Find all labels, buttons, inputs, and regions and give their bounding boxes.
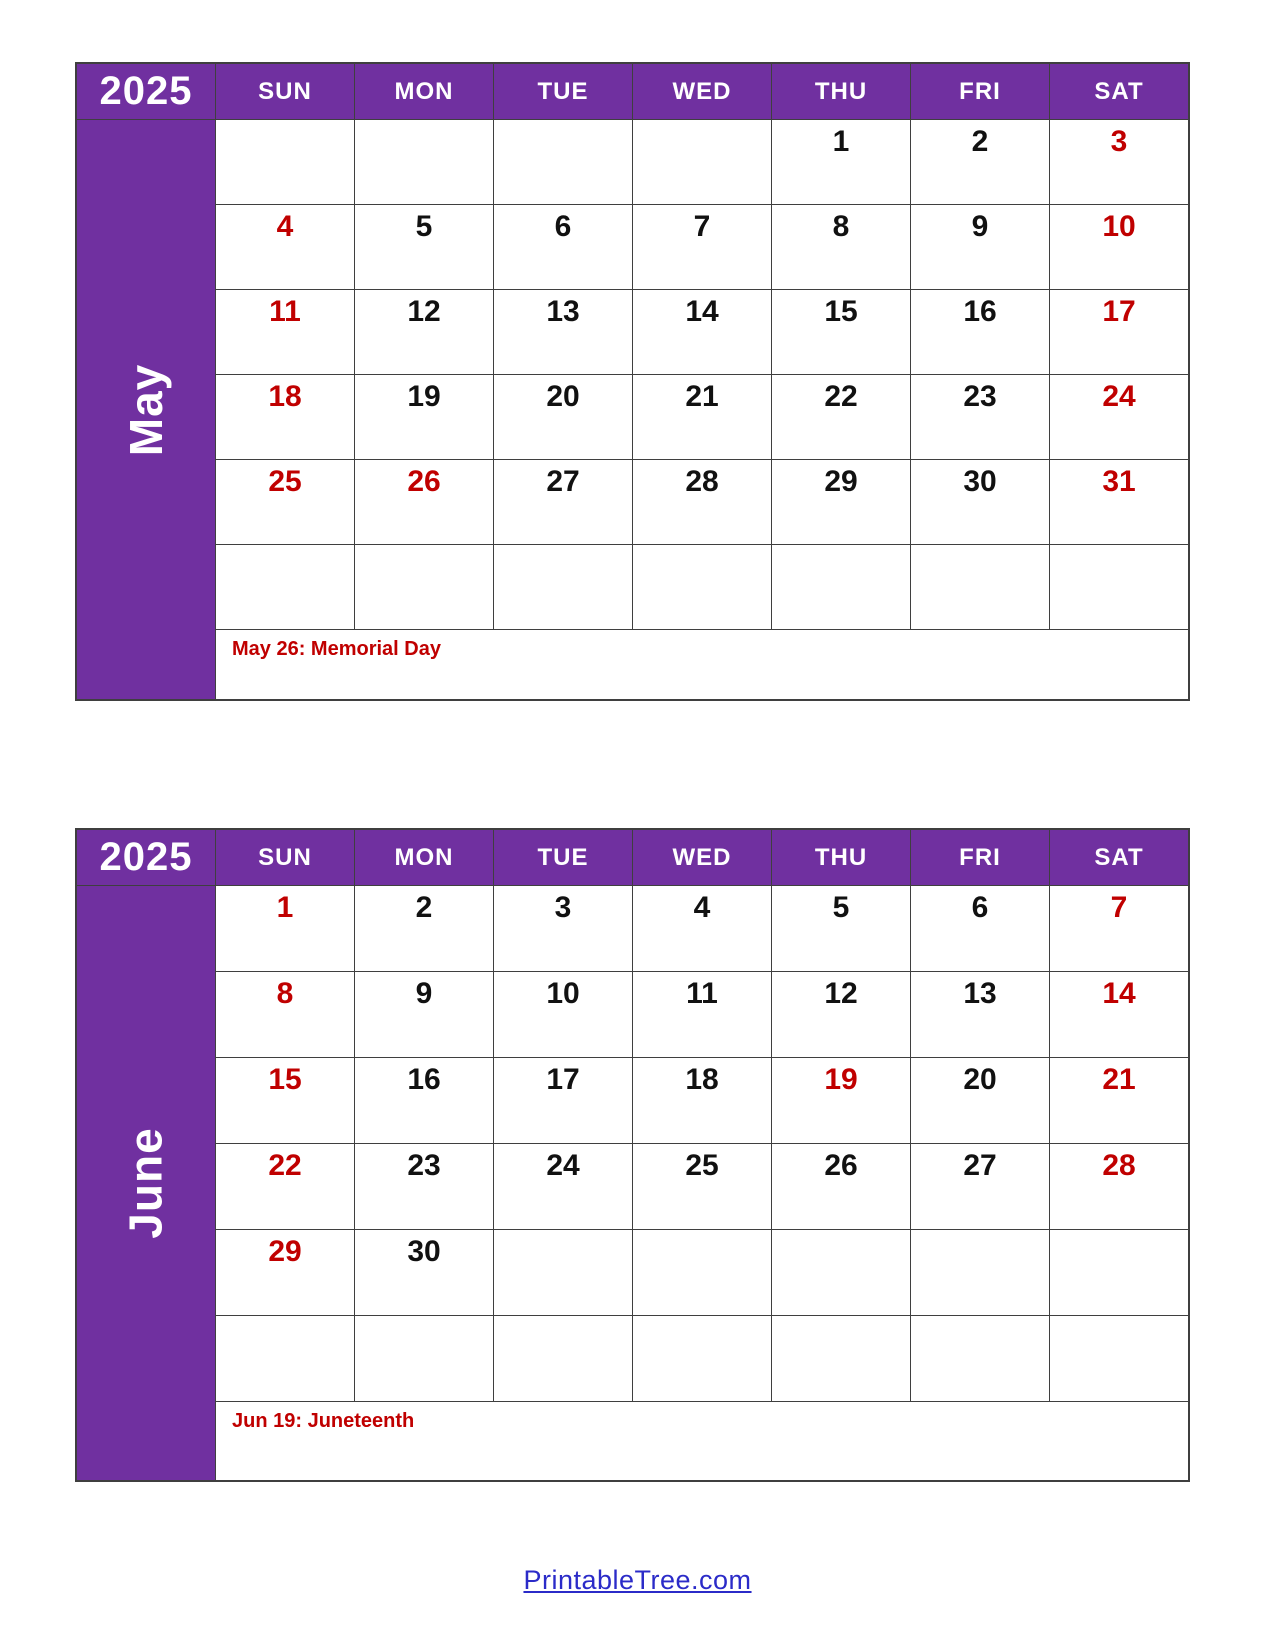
dow-sat: SAT	[1050, 830, 1188, 885]
empty-day-cell	[494, 1230, 632, 1315]
day-cell-13: 13	[494, 290, 632, 374]
empty-day-cell	[633, 120, 771, 204]
day-cell-5: 5	[772, 886, 910, 971]
empty-day-cell	[355, 1316, 493, 1401]
dow-fri: FRI	[911, 64, 1049, 119]
day-cell-8: 8	[216, 972, 354, 1057]
empty-day-cell	[1050, 545, 1188, 629]
month-label: May	[119, 363, 172, 456]
empty-day-cell	[355, 545, 493, 629]
empty-day-cell	[633, 545, 771, 629]
day-cell-26: 26	[355, 460, 493, 544]
dow-sun: SUN	[216, 830, 354, 885]
empty-day-cell	[494, 120, 632, 204]
day-cell-30: 30	[911, 460, 1049, 544]
empty-day-cell	[911, 1316, 1049, 1401]
day-cell-17: 17	[494, 1058, 632, 1143]
day-cell-29: 29	[216, 1230, 354, 1315]
empty-day-cell	[494, 545, 632, 629]
day-cell-1: 1	[216, 886, 354, 971]
empty-day-cell	[911, 545, 1049, 629]
day-cell-9: 9	[911, 205, 1049, 289]
day-cell-28: 28	[1050, 1144, 1188, 1229]
day-cell-31: 31	[1050, 460, 1188, 544]
day-cell-6: 6	[494, 205, 632, 289]
empty-day-cell	[1050, 1316, 1188, 1401]
day-cell-15: 15	[772, 290, 910, 374]
empty-day-cell	[772, 1230, 910, 1315]
day-cell-14: 14	[1050, 972, 1188, 1057]
day-cell-10: 10	[494, 972, 632, 1057]
day-cell-16: 16	[355, 1058, 493, 1143]
month-sidebar	[77, 886, 215, 1480]
empty-day-cell	[355, 120, 493, 204]
day-cell-25: 25	[216, 460, 354, 544]
day-cell-13: 13	[911, 972, 1049, 1057]
day-cell-2: 2	[355, 886, 493, 971]
day-cell-18: 18	[633, 1058, 771, 1143]
day-cell-1: 1	[772, 120, 910, 204]
empty-day-cell	[633, 1230, 771, 1315]
day-cell-12: 12	[772, 972, 910, 1057]
dow-fri: FRI	[911, 830, 1049, 885]
day-cell-23: 23	[911, 375, 1049, 459]
calendar-june-2025	[75, 828, 1190, 1482]
day-cell-11: 11	[216, 290, 354, 374]
day-cell-20: 20	[911, 1058, 1049, 1143]
day-cell-16: 16	[911, 290, 1049, 374]
empty-day-cell	[1050, 1230, 1188, 1315]
page-footer	[0, 1565, 1275, 1596]
day-cell-24: 24	[494, 1144, 632, 1229]
dow-sat: SAT	[1050, 64, 1188, 119]
month-label: June	[120, 1127, 172, 1239]
dow-mon: MON	[355, 64, 493, 119]
day-cell-25: 25	[633, 1144, 771, 1229]
day-cell-26: 26	[772, 1144, 910, 1229]
year-label: 2025	[77, 64, 215, 119]
day-cell-21: 21	[1050, 1058, 1188, 1143]
day-cell-8: 8	[772, 205, 910, 289]
holiday-note: Jun 19: Juneteenth	[216, 1402, 1188, 1480]
holiday-note: May 26: Memorial Day	[216, 630, 1188, 699]
dow-wed: WED	[633, 64, 771, 119]
day-cell-21: 21	[633, 375, 771, 459]
day-cell-19: 19	[355, 375, 493, 459]
empty-day-cell	[216, 545, 354, 629]
day-cell-14: 14	[633, 290, 771, 374]
day-cell-9: 9	[355, 972, 493, 1057]
day-cell-5: 5	[355, 205, 493, 289]
day-cell-7: 7	[633, 205, 771, 289]
day-cell-7: 7	[1050, 886, 1188, 971]
printabletree-link[interactable]: PrintableTree.com	[523, 1565, 752, 1595]
dow-thu: THU	[772, 830, 910, 885]
day-cell-28: 28	[633, 460, 771, 544]
empty-day-cell	[772, 1316, 910, 1401]
day-cell-19: 19	[772, 1058, 910, 1143]
day-cell-2: 2	[911, 120, 1049, 204]
day-cell-22: 22	[772, 375, 910, 459]
day-cell-29: 29	[772, 460, 910, 544]
dow-tue: TUE	[494, 830, 632, 885]
empty-day-cell	[772, 545, 910, 629]
day-cell-17: 17	[1050, 290, 1188, 374]
empty-day-cell	[633, 1316, 771, 1401]
day-cell-23: 23	[355, 1144, 493, 1229]
day-cell-10: 10	[1050, 205, 1188, 289]
day-cell-11: 11	[633, 972, 771, 1057]
month-sidebar	[77, 120, 215, 699]
dow-tue: TUE	[494, 64, 632, 119]
empty-day-cell	[216, 120, 354, 204]
day-cell-24: 24	[1050, 375, 1188, 459]
empty-day-cell	[216, 1316, 354, 1401]
year-label: 2025	[77, 830, 215, 885]
day-cell-4: 4	[633, 886, 771, 971]
day-cell-22: 22	[216, 1144, 354, 1229]
empty-day-cell	[494, 1316, 632, 1401]
empty-day-cell	[911, 1230, 1049, 1315]
dow-wed: WED	[633, 830, 771, 885]
day-cell-3: 3	[494, 886, 632, 971]
calendar-may-2025	[75, 62, 1190, 701]
day-cell-15: 15	[216, 1058, 354, 1143]
day-cell-27: 27	[494, 460, 632, 544]
dow-sun: SUN	[216, 64, 354, 119]
day-cell-20: 20	[494, 375, 632, 459]
day-cell-27: 27	[911, 1144, 1049, 1229]
day-cell-6: 6	[911, 886, 1049, 971]
day-cell-30: 30	[355, 1230, 493, 1315]
day-cell-18: 18	[216, 375, 354, 459]
day-cell-4: 4	[216, 205, 354, 289]
dow-thu: THU	[772, 64, 910, 119]
day-cell-12: 12	[355, 290, 493, 374]
day-cell-3: 3	[1050, 120, 1188, 204]
dow-mon: MON	[355, 830, 493, 885]
